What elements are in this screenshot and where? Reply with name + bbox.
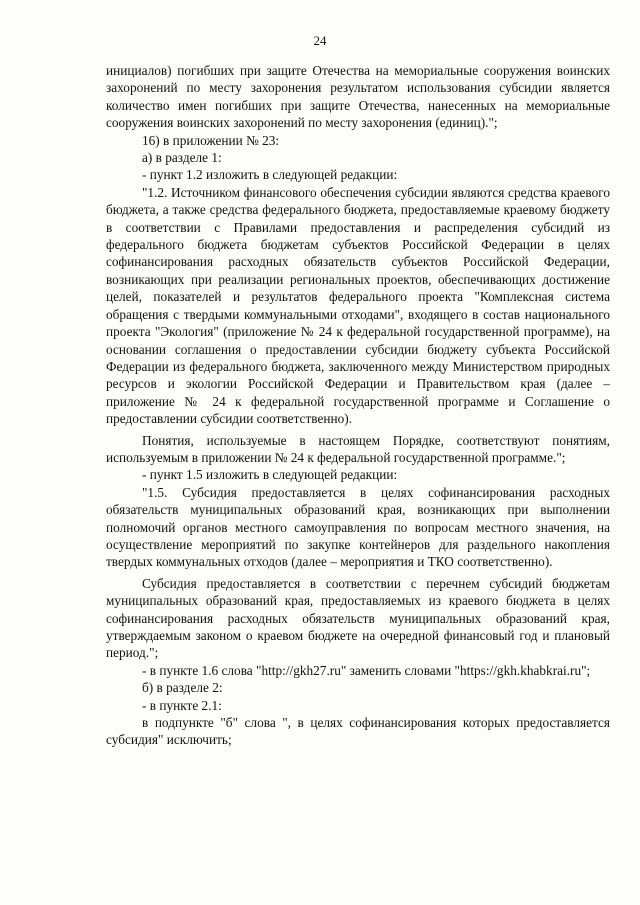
paragraph-4: - пункт 1.2 изложить в следующей редакции: bbox=[142, 167, 398, 183]
paragraph-13: в подпункте "б" слова ", в целях софинансирования которых предоставляется субсидия" исключить; bbox=[106, 715, 610, 748]
page-number: 24 bbox=[313, 33, 327, 48]
paragraph-2: 16) в приложении № 23: bbox=[142, 132, 280, 148]
document-body bbox=[106, 62, 610, 749]
paragraph-10: - в пункте 1.6 слова "http://gkh27.ru" заменить словами "https://gkh.khabkrai.ru"; bbox=[142, 662, 591, 678]
paragraph-5: "1.2. Источником финансового обеспечения субсидии являются средства краевого бюджета, а также средства федерального бюджета, предоставляемые краевому бюджету в соответствии с Правилами предоставления и распределения субсидий из федерального бюджета бюджетам субъектов Российской Федерации в целях софинансирования расходных обязательств субъектов Российской Федерации, возникающих при реализации региональных проектов, обеспечивающих достижение целей, показателей и результатов федерального проекта "Комплексная система обращения с твердыми коммунальными отходами", входящего в состав национального проекта "Экология" (приложение № 24 к федеральной государственной программе), на основании соглашения о предоставлении субсидии бюджету субъекта Российской Федерации из федерального бюджета, заключенного между Министерством природных ресурсов и экологии Российской Федерации и Правительством края (далее – приложение № 24 к федеральной государственной программе и Соглашение о предоставлении субсидии соответственно). bbox=[106, 184, 610, 427]
paragraph-3: а) в разделе 1: bbox=[142, 150, 222, 166]
paragraph-12: - в пункте 2.1: bbox=[142, 697, 222, 713]
paragraph-11: б) в разделе 2: bbox=[142, 680, 223, 696]
paragraph-7: - пункт 1.5 изложить в следующей редакции: bbox=[142, 467, 398, 483]
paragraph-8: "1.5. Субсидия предоставляется в целях софинансирования расходных обязательств муниципальных образований края, возникающих при выполнении полномочий органов местного самоуправления по вопросам местного значения, на осуществление мероприятий по закупке контейнеров для раздельного накопления твердых коммунальных отходов (далее – мероприятия и ТКО соответственно). bbox=[106, 484, 610, 570]
paragraph-6: Понятия, используемые в настоящем Порядке, соответствуют понятиям, используемым в приложении № 24 к федеральной государственной программе."; bbox=[106, 432, 610, 465]
paragraph-9: Субсидия предоставляется в соответствии с перечнем субсидий бюджетам муниципальных образований края, предоставляемых из краевого бюджета в целях софинансирования расходных обязательств муниципальных образований края, утверждаемым законом о краевом бюджете на очередной финансовый год и плановый период."; bbox=[106, 575, 610, 661]
paragraph-1: инициалов) погибших при защите Отечества на мемориальные сооружения воинских захоронений по месту захоронения результатом использования субсидии является количество имен погибших при защите Отечества, нанесенных на мемориальные сооружения воинских захоронений по месту захоронения (единиц)."; bbox=[106, 63, 610, 131]
